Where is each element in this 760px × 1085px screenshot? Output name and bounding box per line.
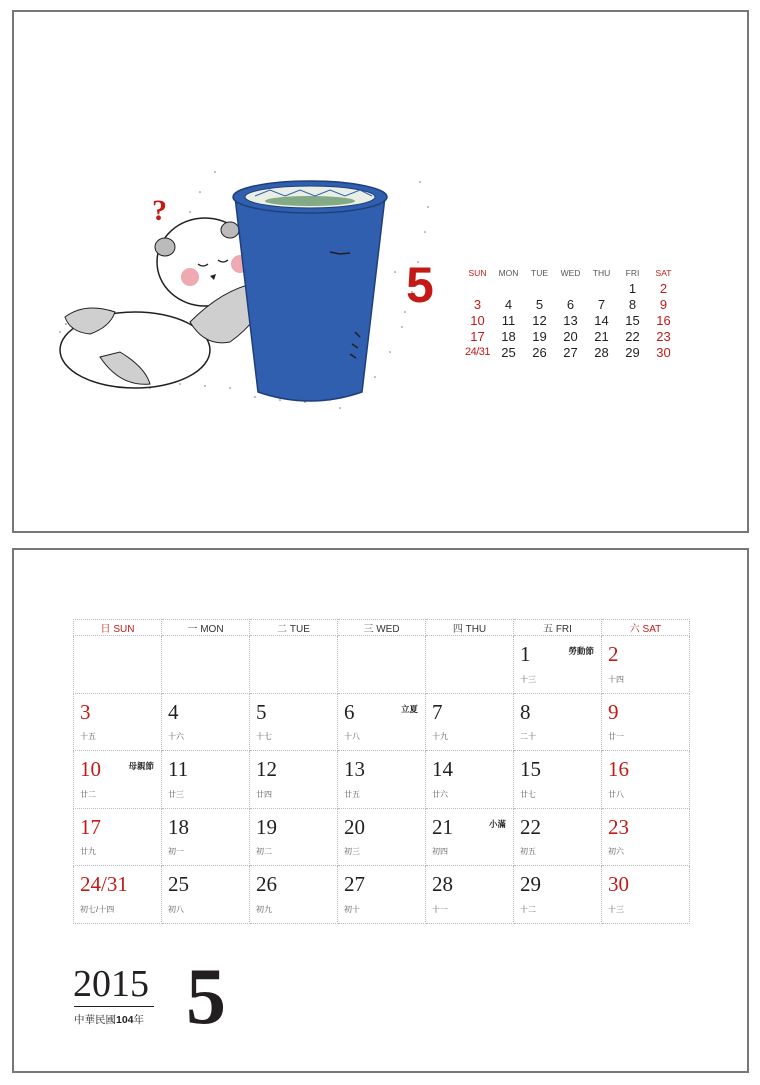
mini-weekday-5: FRI <box>625 268 640 278</box>
day-number: 21 <box>432 814 453 839</box>
day-cell <box>338 751 426 809</box>
week-row <box>74 636 690 694</box>
day-number: 26 <box>256 872 277 897</box>
mini-day-cell: 28 <box>594 344 609 360</box>
weekday-header-6: 六 SAT <box>602 620 690 636</box>
lunar-date: 廿四 <box>256 789 272 799</box>
day-cell <box>602 866 690 924</box>
mini-day-cell: 18 <box>501 328 516 344</box>
mini-day-cell: 11 <box>501 312 516 328</box>
day-cell <box>426 808 514 866</box>
mini-day-cell: 21 <box>594 328 609 344</box>
day-cell <box>514 693 602 751</box>
mini-day-cell: 1 <box>628 281 637 297</box>
day-cell <box>426 636 514 694</box>
mini-day-cell <box>524 281 555 297</box>
holiday-label: 小滿 <box>488 818 506 829</box>
day-cell <box>250 636 338 694</box>
weekday-header-5: 五 FRI <box>514 620 602 636</box>
day-number: 7 <box>432 699 443 724</box>
mini-weekday-3: WED <box>560 268 581 278</box>
mini-weekday-2: TUE <box>531 268 548 278</box>
day-cell <box>426 693 514 751</box>
day-number: 1 <box>520 642 531 666</box>
mini-day-cell: 22 <box>625 328 640 344</box>
day-number: 18 <box>168 814 189 839</box>
mini-day-cell: 4 <box>504 297 513 313</box>
lunar-date: 十六 <box>168 732 184 742</box>
calendar-page <box>12 548 749 1073</box>
day-cell <box>426 866 514 924</box>
day-number: 9 <box>608 699 619 724</box>
mini-day-cell: 27 <box>563 344 578 360</box>
mini-day-cell: 19 <box>532 328 547 344</box>
lunar-date: 廿二 <box>80 789 96 799</box>
mini-month-number: 5 <box>406 257 434 313</box>
day-number: 14 <box>432 757 453 782</box>
lunar-date: 十一 <box>432 904 448 914</box>
month-grid-header <box>74 620 690 636</box>
mini-day-cell: 29 <box>625 344 640 360</box>
day-cell <box>602 751 690 809</box>
lunar-date: 十七 <box>256 732 272 742</box>
mini-day-cell: 20 <box>563 328 578 344</box>
day-cell <box>162 693 250 751</box>
day-cell <box>250 693 338 751</box>
mini-weekday-0: SUN <box>468 268 487 278</box>
mini-calendar-body <box>462 281 679 360</box>
week-row <box>74 751 690 809</box>
mini-day-cell: 17 <box>470 328 485 344</box>
lunar-date: 初二 <box>256 847 272 857</box>
mini-calendar <box>462 265 679 360</box>
day-cell <box>426 751 514 809</box>
mini-day-cell <box>462 281 493 297</box>
day-number: 15 <box>520 757 541 782</box>
roc-year-label <box>74 1012 144 1027</box>
month-number: 5 <box>186 953 226 1041</box>
day-cell <box>602 693 690 751</box>
lunar-date: 初四 <box>432 847 448 857</box>
roc-prefix: 中華民國 <box>74 1014 116 1026</box>
day-number: 12 <box>256 757 277 782</box>
day-number: 4 <box>168 699 179 724</box>
day-cell <box>338 866 426 924</box>
day-cell <box>514 636 602 694</box>
mini-day-cell: 25 <box>501 344 516 360</box>
weekday-header-1: 一 MON <box>162 620 250 636</box>
mini-day-cell: 5 <box>535 297 544 313</box>
day-cell <box>250 751 338 809</box>
lunar-date: 十八 <box>344 732 360 742</box>
lunar-date: 十三 <box>608 904 624 914</box>
day-number: 13 <box>344 757 365 782</box>
day-cell <box>162 751 250 809</box>
mini-day-cell: 30 <box>656 344 671 360</box>
lunar-date: 廿六 <box>432 789 448 799</box>
lunar-date: 初六 <box>608 847 624 857</box>
holiday-label: 母親節 <box>128 761 154 772</box>
holiday-label: 立夏 <box>400 703 418 714</box>
lunar-date: 十三 <box>520 674 536 684</box>
mini-day-cell: 14 <box>594 312 609 328</box>
day-cell <box>74 866 162 924</box>
day-number: 16 <box>608 757 629 782</box>
mini-day-cell: 3 <box>473 297 482 313</box>
day-number: 19 <box>256 814 277 839</box>
mini-week-row <box>462 297 679 313</box>
day-number: 28 <box>432 872 453 897</box>
mini-weekday-4: THU <box>592 268 611 278</box>
panda <box>60 218 270 388</box>
day-number: 5 <box>256 699 267 724</box>
week-row <box>74 693 690 751</box>
weekday-header-3: 三 WED <box>338 620 426 636</box>
day-number: 20 <box>344 814 365 839</box>
mini-day-cell: 13 <box>563 312 578 328</box>
lunar-date: 初五 <box>520 847 536 857</box>
week-row <box>74 866 690 924</box>
mini-day-cell: 7 <box>597 297 606 313</box>
day-number: 6 <box>344 699 355 724</box>
mini-day-cell: 12 <box>532 312 547 328</box>
blue-bucket <box>233 181 387 401</box>
day-cell <box>74 693 162 751</box>
day-cell <box>514 808 602 866</box>
mini-day-cell: 26 <box>532 344 547 360</box>
day-cell <box>250 866 338 924</box>
weekday-header-4: 四 THU <box>426 620 514 636</box>
lunar-date: 廿一 <box>608 732 624 742</box>
week-row <box>74 808 690 866</box>
year-label: 2015 <box>73 963 149 1005</box>
mini-day-cell: 23 <box>656 328 671 344</box>
mini-day-cell <box>555 281 586 297</box>
day-number: 3 <box>80 699 91 724</box>
day-cell <box>338 693 426 751</box>
mini-day-cell <box>586 281 617 297</box>
lunar-date: 十四 <box>608 674 624 684</box>
lunar-date: 初七/十四 <box>80 904 115 914</box>
mini-day-cell: 2 <box>659 281 668 297</box>
mini-day-cell: 15 <box>625 312 640 328</box>
day-number: 29 <box>520 872 541 897</box>
mini-day-cell: 6 <box>566 297 575 313</box>
day-cell <box>514 751 602 809</box>
day-number: 30 <box>608 872 629 897</box>
mini-day-cell <box>493 281 524 297</box>
weekday-header-0: 日 SUN <box>74 620 162 636</box>
day-cell <box>602 808 690 866</box>
day-number: 10 <box>80 757 101 782</box>
mini-day-cell: 16 <box>656 312 671 328</box>
weekday-header-2: 二 TUE <box>250 620 338 636</box>
mini-week-row <box>462 313 679 329</box>
day-cell <box>74 808 162 866</box>
mini-day-cell: 9 <box>659 297 668 313</box>
day-cell <box>338 808 426 866</box>
lunar-date: 廿七 <box>520 789 536 799</box>
panda-bucket-illustration <box>40 152 435 422</box>
day-cell <box>74 636 162 694</box>
mini-week-row <box>462 328 679 344</box>
mini-weekday-6: SAT <box>655 268 672 278</box>
roc-year: 104 <box>116 1014 134 1026</box>
mini-calendar-header <box>462 265 679 281</box>
lunar-date: 初十 <box>344 904 360 914</box>
day-cell <box>162 636 250 694</box>
mini-day-cell: 24/31 <box>464 346 491 359</box>
mini-week-row <box>462 344 679 360</box>
day-number: 17 <box>80 814 101 839</box>
mini-day-cell: 10 <box>470 312 485 328</box>
roc-suffix: 年 <box>133 1014 145 1026</box>
mini-week-row <box>462 281 679 297</box>
lunar-date: 廿三 <box>168 789 184 799</box>
year-divider <box>74 1006 154 1007</box>
day-number: 11 <box>168 757 189 782</box>
holiday-label: 勞動節 <box>568 646 594 656</box>
question-mark-icon: ? <box>152 194 167 227</box>
mini-day-cell: 8 <box>628 297 637 313</box>
day-cell <box>338 636 426 694</box>
day-cell <box>162 808 250 866</box>
day-cell <box>250 808 338 866</box>
lunar-date: 十二 <box>520 904 536 914</box>
day-number: 2 <box>608 642 619 666</box>
day-number: 25 <box>168 872 189 897</box>
month-grid-body <box>74 636 690 924</box>
day-cell <box>514 866 602 924</box>
lunar-date: 初九 <box>256 904 272 914</box>
lunar-date: 初一 <box>168 847 184 857</box>
lunar-date: 廿九 <box>80 847 96 857</box>
lunar-date: 二十 <box>520 732 536 742</box>
day-cell <box>602 636 690 694</box>
lunar-date: 十五 <box>80 732 96 742</box>
mini-weekday-1: MON <box>498 268 519 278</box>
lunar-date: 初八 <box>168 904 184 914</box>
month-grid <box>73 619 690 924</box>
lunar-date: 十九 <box>432 732 448 742</box>
day-number: 24/31 <box>80 872 128 897</box>
illustration-page <box>12 10 749 533</box>
day-number: 8 <box>520 699 531 724</box>
day-cell <box>74 751 162 809</box>
lunar-date: 廿五 <box>344 789 360 799</box>
lunar-date: 廿八 <box>608 789 624 799</box>
day-number: 23 <box>608 814 629 839</box>
day-number: 22 <box>520 814 541 839</box>
day-number: 27 <box>344 872 365 897</box>
lunar-date: 初三 <box>344 847 360 857</box>
day-cell <box>162 866 250 924</box>
